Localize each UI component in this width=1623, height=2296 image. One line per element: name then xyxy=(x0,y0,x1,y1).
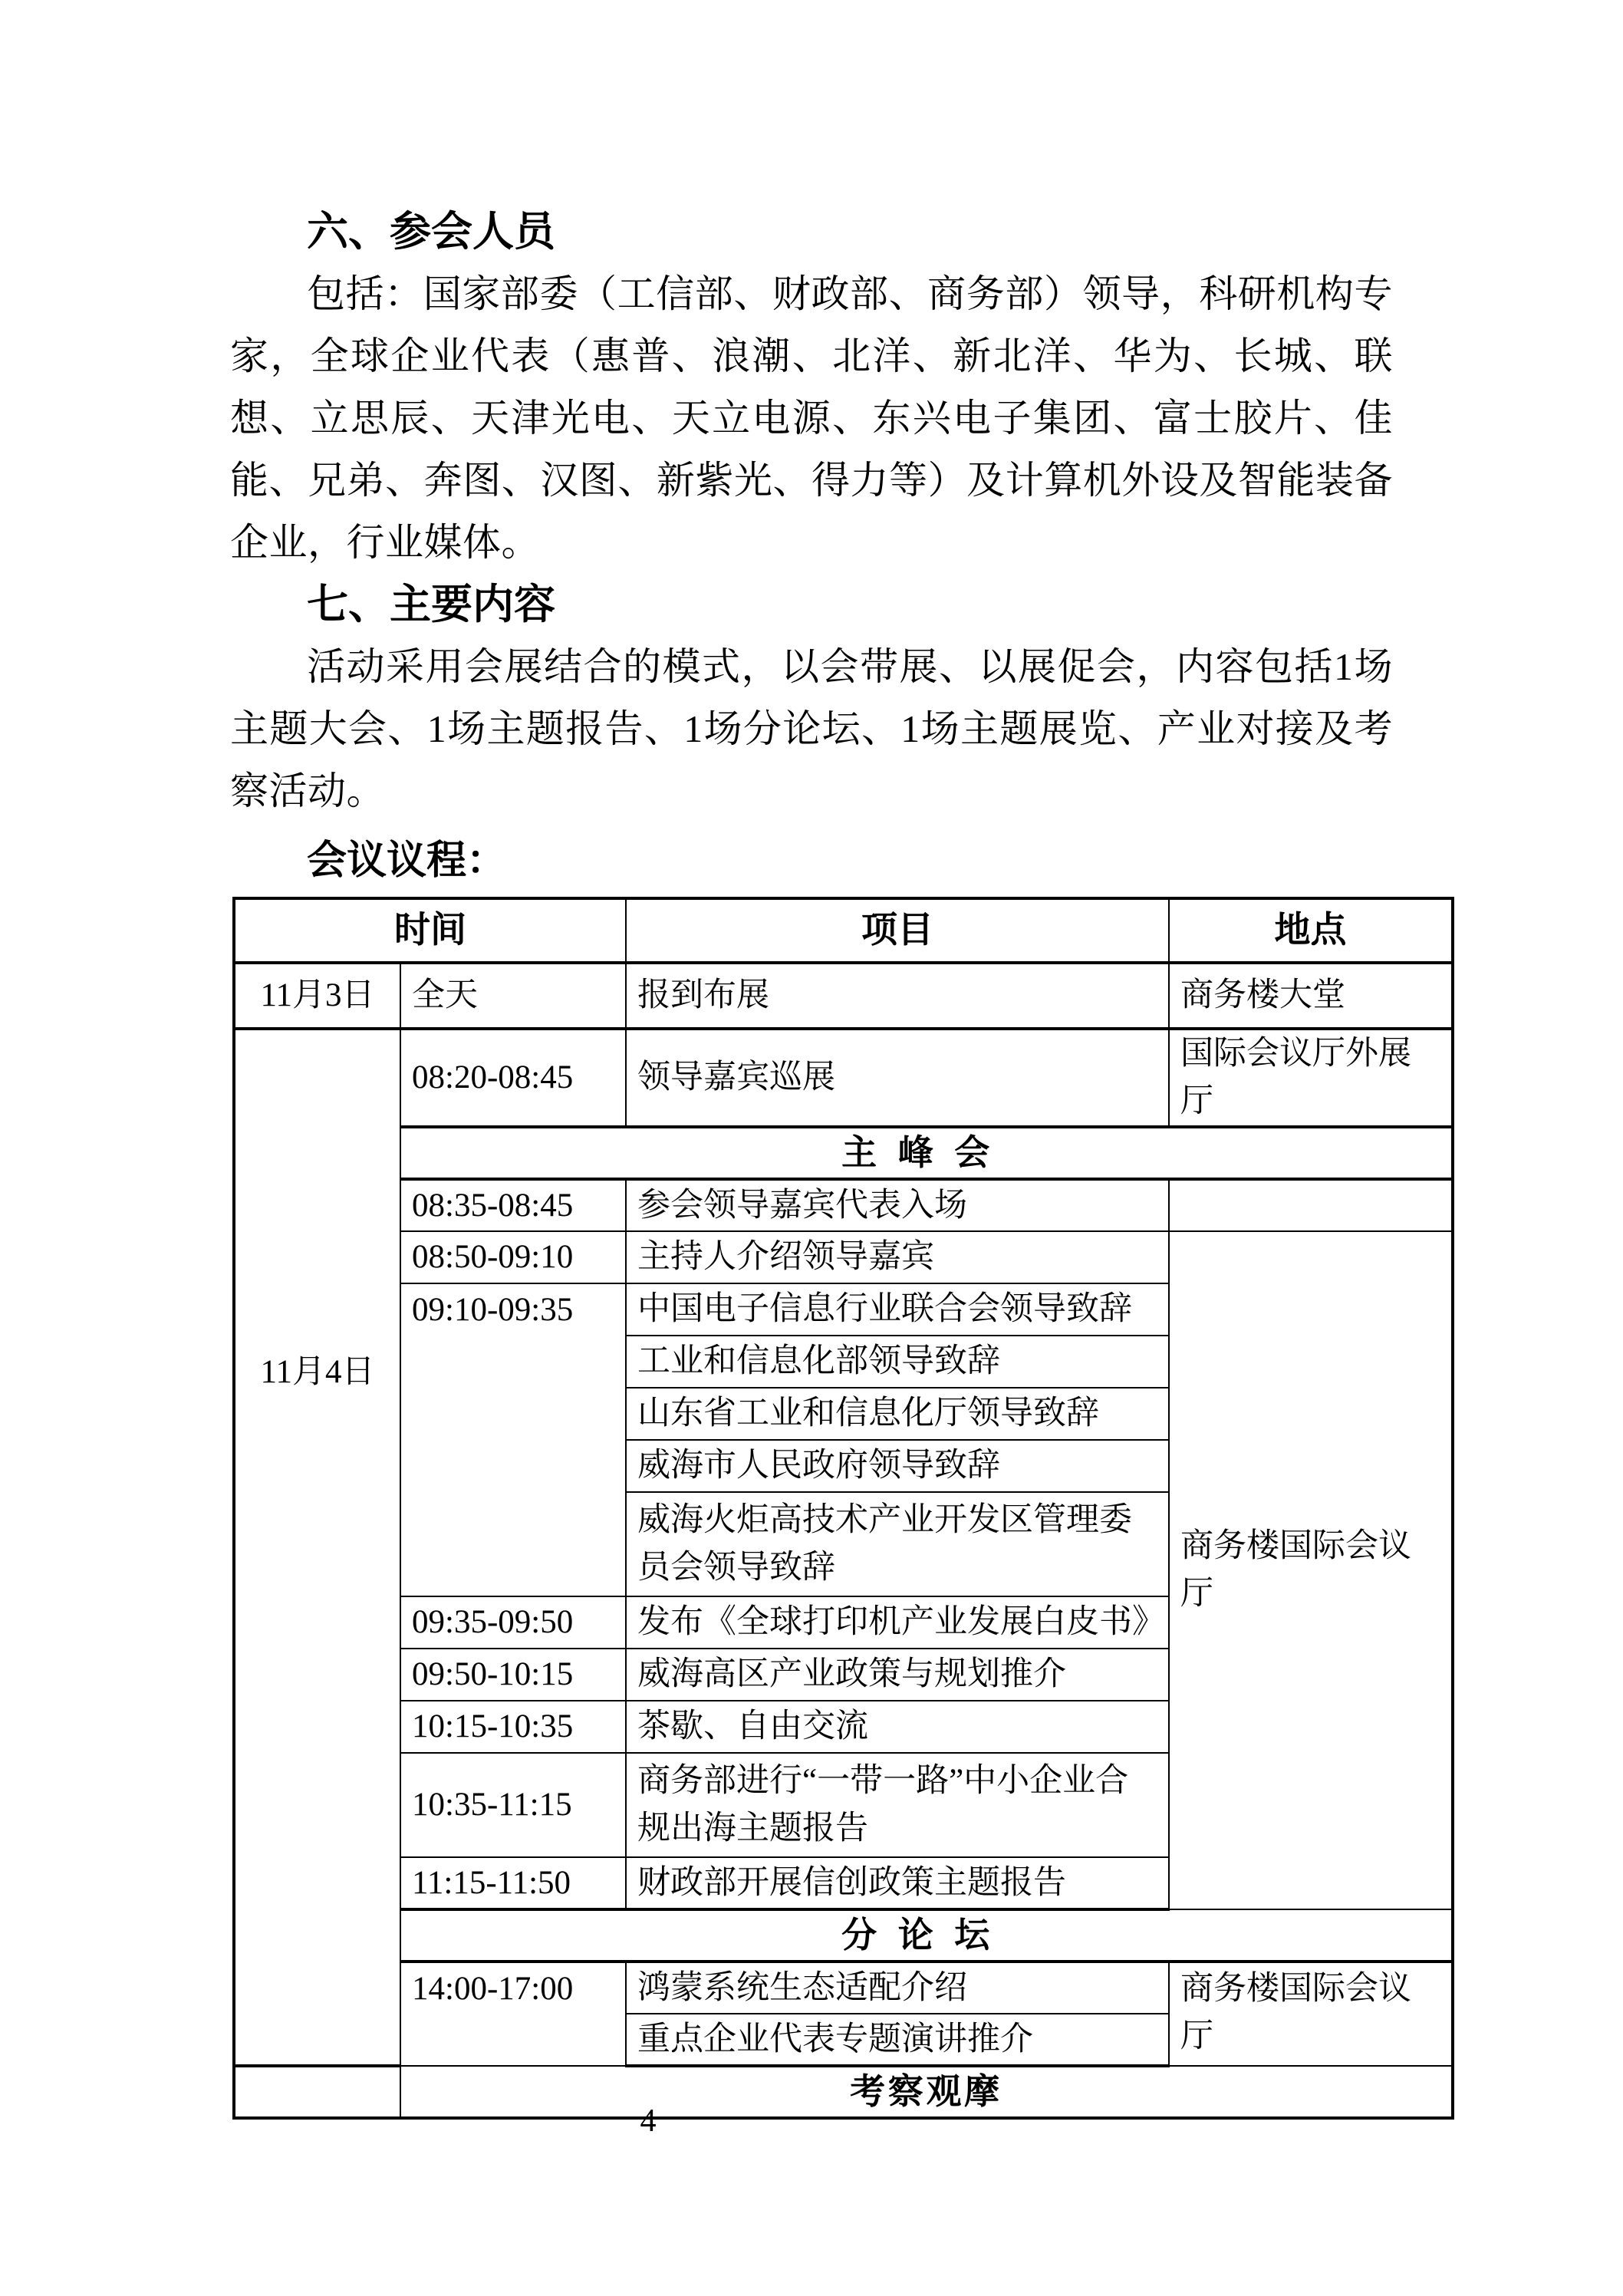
section-six-paragraph: 包括：国家部委（工信部、财政部、商务部）领导，科研机构专家，全球企业代表（惠普、浪潮、北洋、新北洋、华为、长城、联想、立思辰、天津光电、天立电源、东兴电子集团、富士胶片、佳能、兄弟、奔图、汉图、新紫光、得力等）及计算机外设及智能装备企业，行业媒体。 xyxy=(230,272,1393,564)
agenda-table xyxy=(232,897,1454,2120)
location-cell: 国际会议厅外展厅 xyxy=(1169,1029,1453,1127)
item-cell: 威海火炬高技术产业开发区管理委员会领导致辞 xyxy=(626,1492,1169,1596)
table-row-summit-banner xyxy=(234,1127,1453,1179)
header-time: 时间 xyxy=(234,898,626,963)
table-row-forum-banner xyxy=(234,1909,1453,1962)
item-cell: 商务部进行“一带一路”中小企业合规出海主题报告 xyxy=(626,1753,1169,1857)
time-cell: 全天 xyxy=(400,963,626,1029)
location-cell-summit: 商务楼国际会议厅 xyxy=(1169,1231,1453,1909)
date-cell-empty xyxy=(234,2066,400,2118)
item-cell: 威海高区产业政策与规划推介 xyxy=(626,1649,1169,1701)
item-cell: 鸿蒙系统生态适配介绍 xyxy=(626,1962,1169,2014)
item-cell: 发布《全球打印机产业发展白皮书》 xyxy=(626,1596,1169,1649)
item-cell: 财政部开展信创政策主题报告 xyxy=(626,1857,1169,1909)
time-cell: 09:10-09:35 xyxy=(400,1283,626,1596)
page-number: 4 xyxy=(640,2103,657,2139)
location-cell: 商务楼大堂 xyxy=(1169,963,1453,1029)
time-cell: 11:15-11:50 xyxy=(400,1857,626,1909)
table-row-nov3 xyxy=(234,963,1453,1029)
item-cell: 山东省工业和信息化厅领导致辞 xyxy=(626,1388,1169,1440)
item-cell: 威海市人民政府领导致辞 xyxy=(626,1440,1169,1492)
date-cell-nov3: 11月3日 xyxy=(234,963,400,1029)
table-row xyxy=(234,1962,1453,2014)
item-cell: 工业和信息化部领导致辞 xyxy=(626,1336,1169,1388)
document-page xyxy=(230,0,1411,2120)
time-cell: 09:35-09:50 xyxy=(400,1596,626,1649)
time-cell: 08:20-08:45 xyxy=(400,1029,626,1127)
forum-banner: 分论坛 xyxy=(400,1909,1453,1962)
table-row xyxy=(234,1179,1453,1231)
item-cell: 重点企业代表专题演讲推介 xyxy=(626,2014,1169,2066)
item-cell: 中国电子信息行业联合会领导致辞 xyxy=(626,1283,1169,1336)
item-cell: 报到布展 xyxy=(626,963,1169,1029)
time-cell: 09:50-10:15 xyxy=(400,1649,626,1701)
time-cell: 08:50-09:10 xyxy=(400,1231,626,1283)
summit-banner: 主峰会 xyxy=(400,1127,1453,1179)
table-row xyxy=(234,1231,1453,1283)
section-seven-heading: 七、主要内容 xyxy=(307,581,555,628)
item-cell: 领导嘉宾巡展 xyxy=(626,1029,1169,1127)
table-row-tour xyxy=(234,1029,1453,1127)
header-item: 项目 xyxy=(626,898,1169,963)
time-cell: 08:35-08:45 xyxy=(400,1179,626,1231)
item-cell: 茶歇、自由交流 xyxy=(626,1701,1169,1753)
section-six-heading: 六、参会人员 xyxy=(307,209,555,255)
location-cell-empty xyxy=(1169,1179,1453,1231)
table-row-visit xyxy=(234,2066,1453,2118)
header-location: 地点 xyxy=(1169,898,1453,963)
time-cell: 14:00-17:00 xyxy=(400,1962,626,2066)
item-cell: 主持人介绍领导嘉宾 xyxy=(626,1231,1169,1283)
agenda-heading: 会议议程： xyxy=(307,839,507,883)
item-cell: 参会领导嘉宾代表入场 xyxy=(626,1179,1169,1231)
date-cell-nov4: 11月4日 xyxy=(234,1029,400,2066)
time-cell: 10:35-11:15 xyxy=(400,1753,626,1857)
time-cell: 10:15-10:35 xyxy=(400,1701,626,1753)
location-cell-forum: 商务楼国际会议厅 xyxy=(1169,1962,1453,2066)
visit-banner: 考察观摩 xyxy=(400,2066,1453,2118)
section-seven-paragraph: 活动采用会展结合的模式，以会带展、以展促会，内容包括1场主题大会、1场主题报告、1场分论坛、1场主题展览、产业对接及考察活动。 xyxy=(230,645,1393,812)
table-header-row xyxy=(234,898,1453,963)
